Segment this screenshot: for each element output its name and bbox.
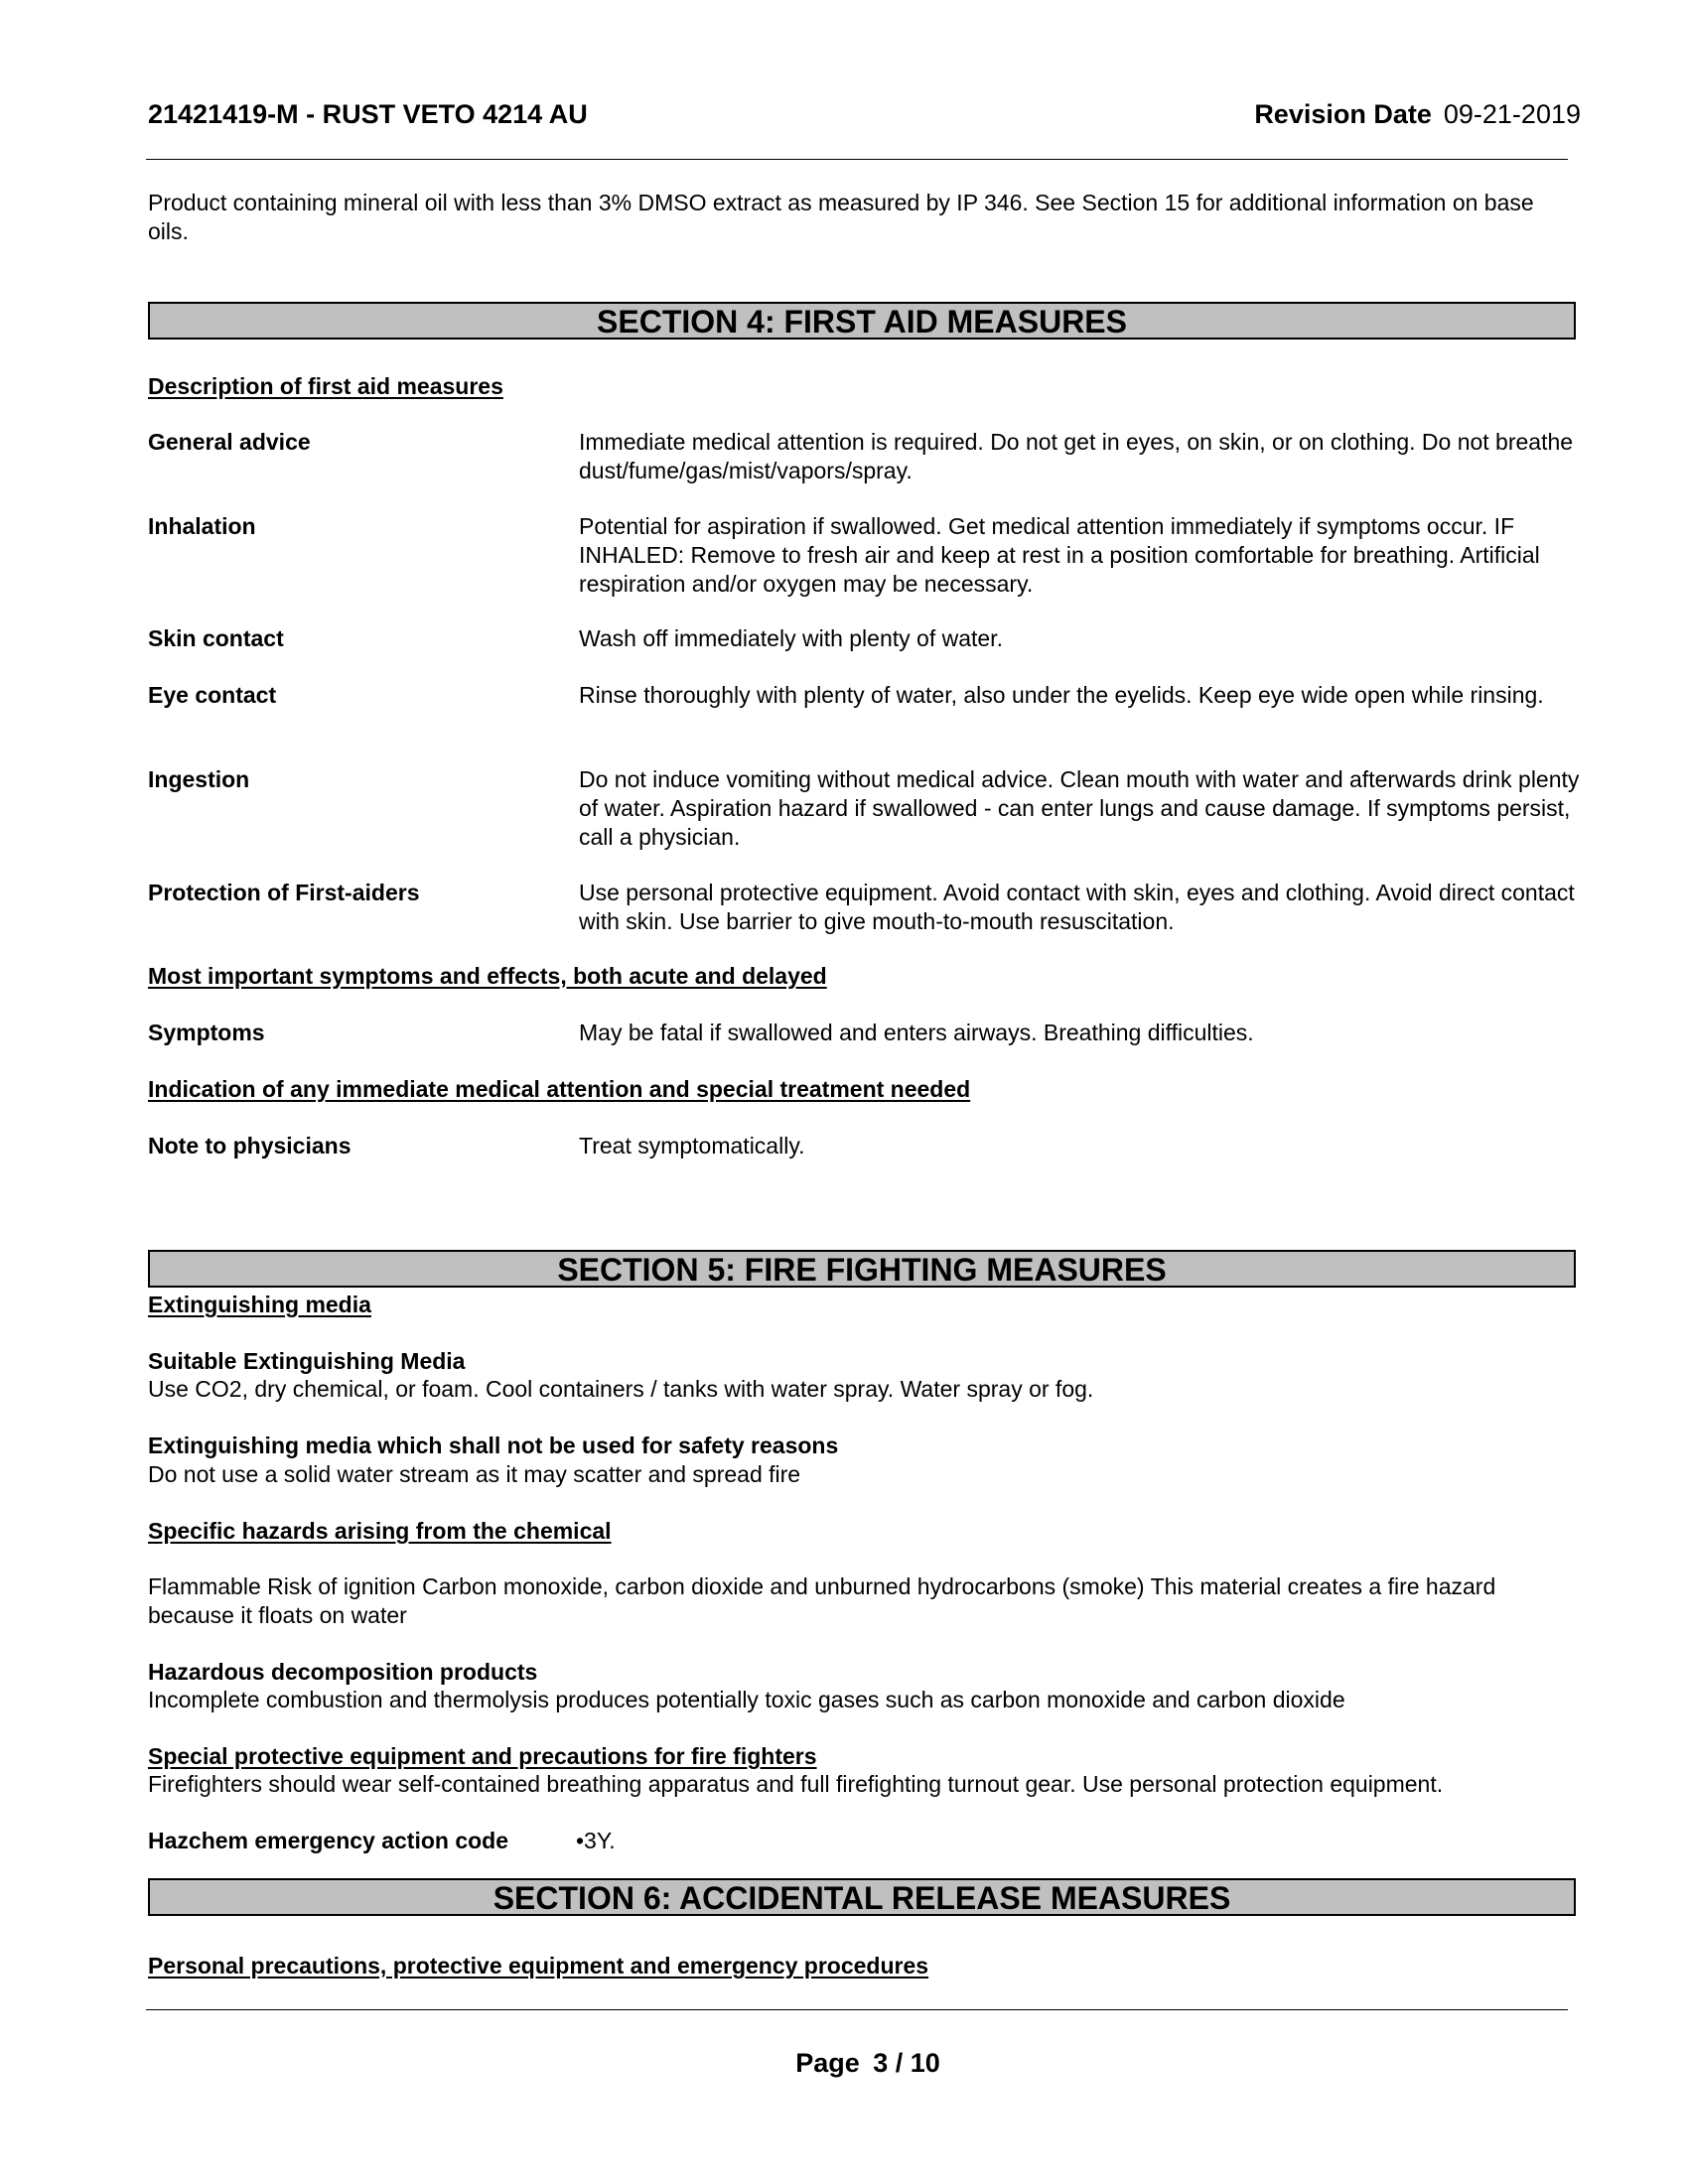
ingestion-value: Do not induce vomiting without medical advice. Clean mouth with water and afterwards drink plenty of water. Aspiration hazard if swallowed - can enter lungs and cause damage. If symptoms persist, call a physician.: [579, 766, 1580, 850]
protection-first-aiders-label: Protection of First-aiders: [148, 880, 420, 905]
inhalation-value: Potential for aspiration if swallowed. Get medical attention immediately if symptoms occur. IF INHALED: Remove to fresh air and keep at rest in a position comfortable for breathing. Artificial respiration and/or oxygen may be necessary.: [579, 513, 1540, 597]
footer-divider: [146, 2009, 1568, 2010]
skin-contact-value: Wash off immediately with plenty of water.: [579, 625, 1003, 651]
specific-hazards-heading: Specific hazards arising from the chemical: [148, 1518, 612, 1544]
first-aid-description-heading: Description of first aid measures: [148, 373, 503, 399]
page-footer: [0, 2048, 1688, 2079]
unsuitable-media-label: Extinguishing media which shall not be used for safety reasons: [148, 1433, 839, 1458]
hazchem-code-label: Hazchem emergency action code: [148, 1828, 509, 1853]
symptoms-value: May be fatal if swallowed and enters airways. Breathing difficulties.: [579, 1020, 1254, 1045]
hazchem-code-value: •3Y.: [576, 1828, 616, 1853]
ingestion-label: Ingestion: [148, 766, 250, 792]
revision-date-value: 09-21-2019: [1443, 99, 1581, 129]
page-number: 3 / 10: [873, 2048, 940, 2078]
extinguishing-media-heading: Extinguishing media: [148, 1292, 371, 1317]
section-6-title: SECTION 6: ACCIDENTAL RELEASE MEASURES: [148, 1878, 1576, 1916]
intro-note: Product containing mineral oil with less than 3% DMSO extract as measured by IP 346. See Section 15 for additional information on base oils.: [148, 190, 1534, 244]
eye-contact-value: Rinse thoroughly with plenty of water, also under the eyelids. Keep eye wide open while rinsing.: [579, 682, 1544, 708]
general-advice-label: General advice: [148, 429, 311, 455]
special-equipment-heading: Special protective equipment and precautions for fire fighters: [148, 1743, 817, 1769]
decomposition-products-value: Incomplete combustion and thermolysis produces potentially toxic gases such as carbon monoxide and carbon dioxide: [148, 1687, 1345, 1712]
revision-date: [1254, 99, 1581, 130]
page-label: Page: [795, 2048, 860, 2078]
suitable-media-value: Use CO2, dry chemical, or foam. Cool containers / tanks with water spray. Water spray or fog.: [148, 1376, 1094, 1402]
protection-first-aiders-value: Use personal protective equipment. Avoid contact with skin, eyes and clothing. Avoid direct contact with skin. Use barrier to give mouth-to-mouth resuscitation.: [579, 880, 1575, 934]
medical-attention-heading: Indication of any immediate medical attention and special treatment needed: [148, 1076, 971, 1102]
symptoms-label: Symptoms: [148, 1020, 265, 1045]
revision-label: Revision Date: [1254, 99, 1432, 129]
note-to-physicians-value: Treat symptomatically.: [579, 1133, 805, 1159]
product-identifier: 21421419-M - RUST VETO 4214 AU: [148, 99, 588, 129]
symptoms-effects-heading: Most important symptoms and effects, both acute and delayed: [148, 963, 827, 989]
inhalation-label: Inhalation: [148, 513, 256, 539]
header-divider: [146, 159, 1568, 160]
section-5-title: SECTION 5: FIRE FIGHTING MEASURES: [148, 1250, 1576, 1288]
specific-hazards-value: Flammable Risk of ignition Carbon monoxide, carbon dioxide and unburned hydrocarbons (smoke) This material creates a fire hazard because it floats on water: [148, 1573, 1496, 1628]
unsuitable-media-value: Do not use a solid water stream as it may scatter and spread fire: [148, 1461, 801, 1487]
suitable-media-label: Suitable Extinguishing Media: [148, 1348, 466, 1374]
decomposition-products-label: Hazardous decomposition products: [148, 1659, 538, 1685]
skin-contact-label: Skin contact: [148, 625, 284, 651]
special-equipment-value: Firefighters should wear self-contained breathing apparatus and full firefighting turnout gear. Use personal protection equipment.: [148, 1771, 1444, 1797]
personal-precautions-heading: Personal precautions, protective equipment and emergency procedures: [148, 1953, 929, 1979]
eye-contact-label: Eye contact: [148, 682, 277, 708]
section-4-title: SECTION 4: FIRST AID MEASURES: [148, 302, 1576, 340]
general-advice-value: Immediate medical attention is required. Do not get in eyes, on skin, or on clothing. Do not breathe dust/fume/gas/mist/vapors/spray.: [579, 429, 1574, 483]
note-to-physicians-label: Note to physicians: [148, 1133, 352, 1159]
